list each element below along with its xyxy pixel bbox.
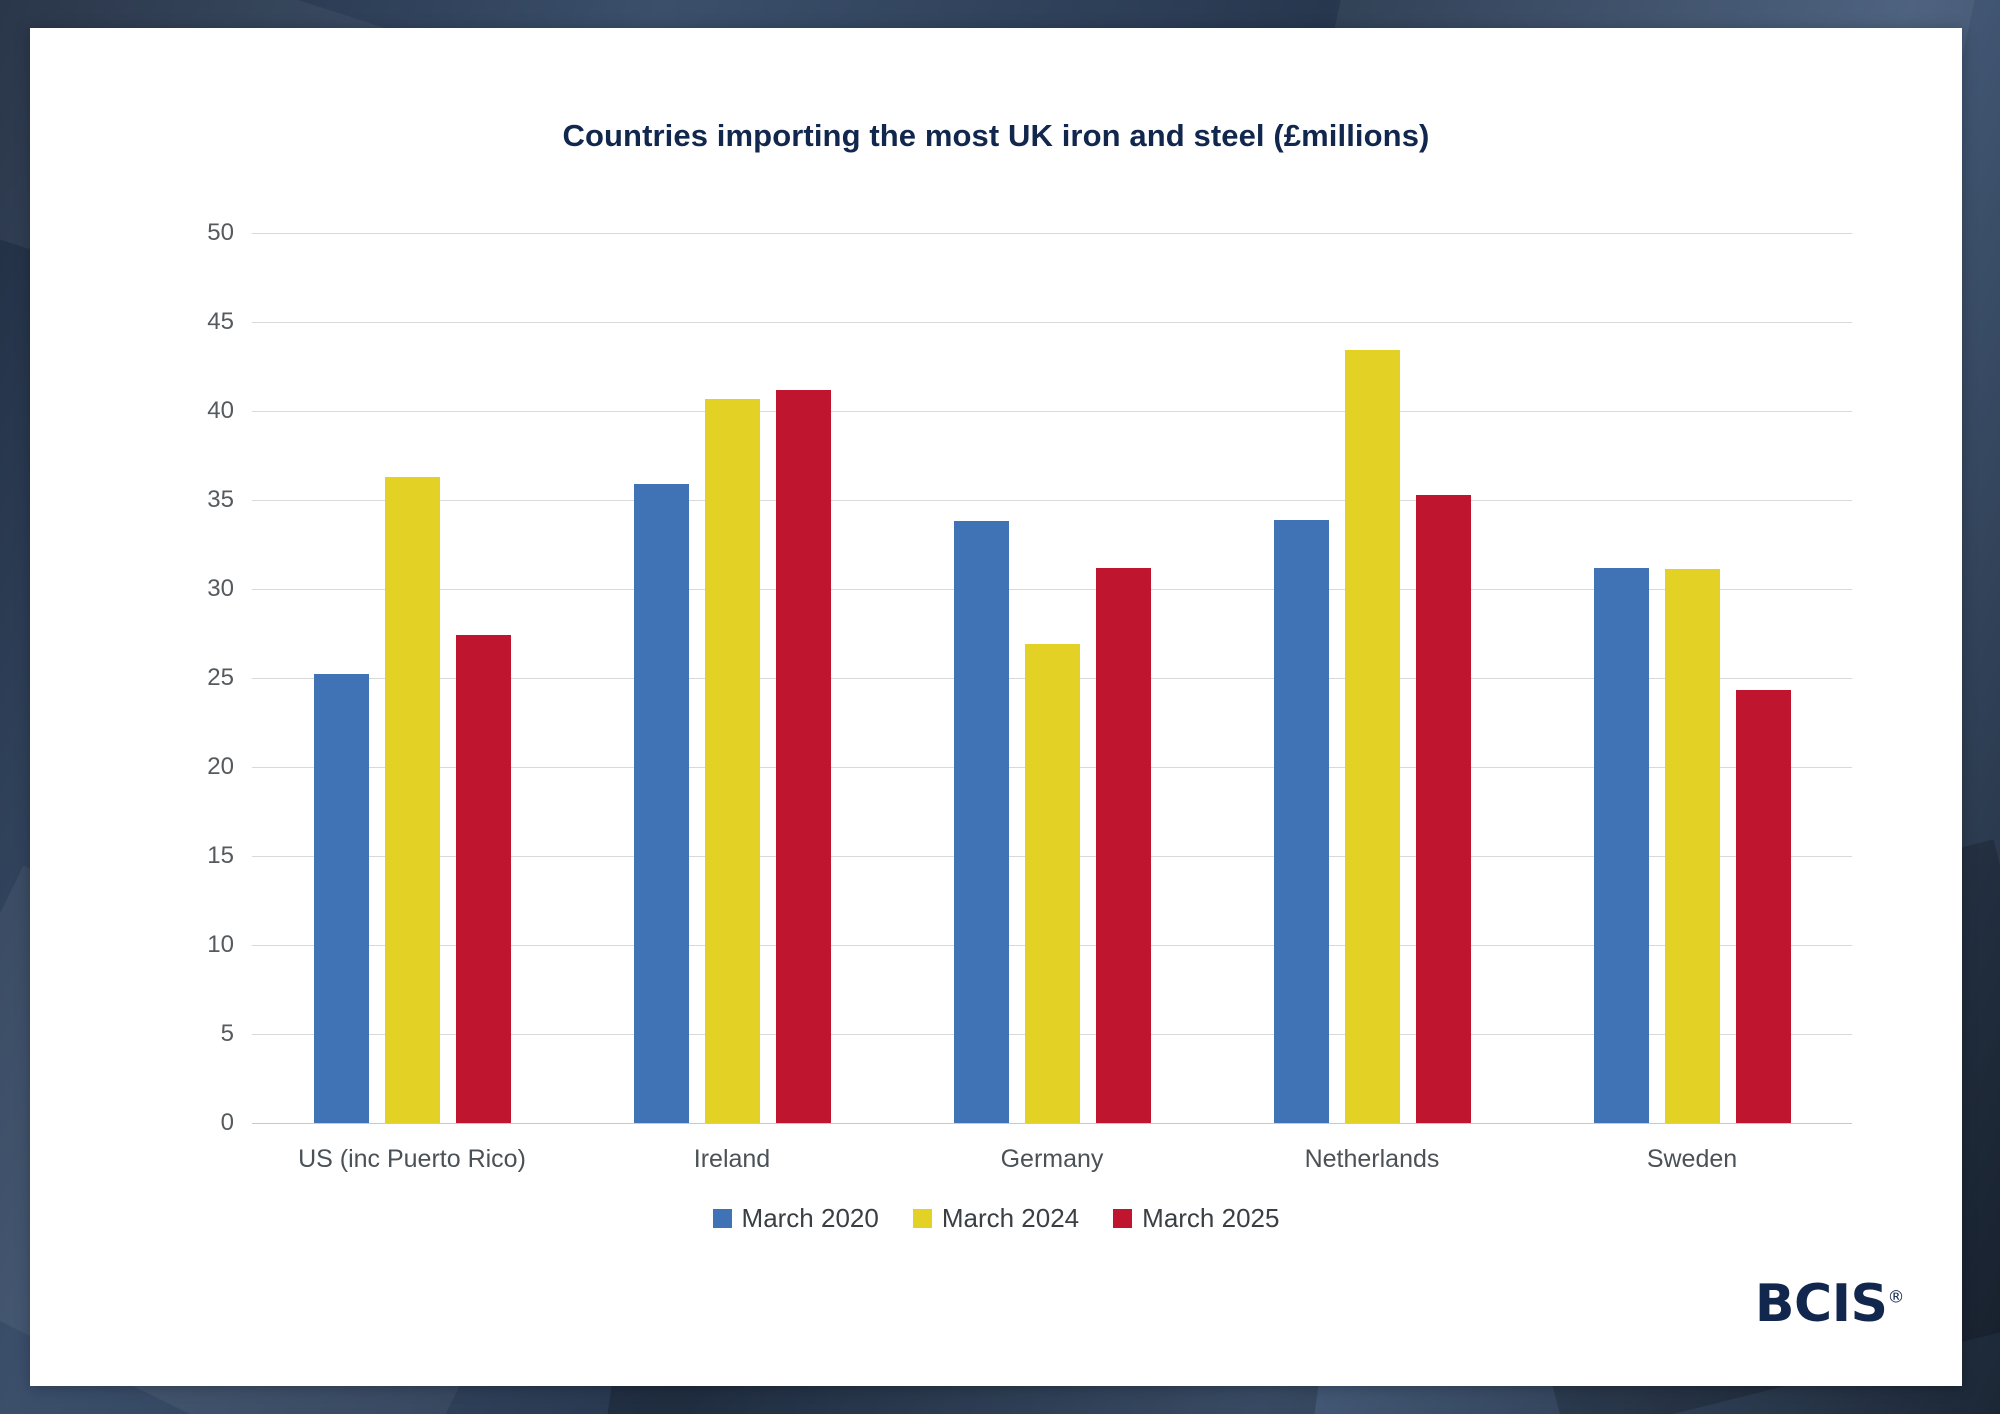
y-axis-tick-label: 0 (220, 1109, 234, 1136)
y-axis-tick-label: 45 (207, 308, 234, 335)
bar (314, 674, 369, 1123)
bar-group (1532, 233, 1852, 1173)
y-axis-tick-label: 20 (207, 753, 234, 780)
x-axis-category-label: Ireland (693, 1145, 771, 1173)
legend-swatch (913, 1209, 932, 1228)
x-axis-category-label: Sweden (1646, 1145, 1738, 1173)
y-axis-tick-label: 40 (207, 397, 234, 424)
bar (1096, 568, 1151, 1123)
x-axis-category-label: Netherlands (1304, 1145, 1440, 1173)
chart-card (30, 28, 1962, 1386)
legend-item[interactable] (1113, 1203, 1279, 1234)
bar (1416, 495, 1471, 1123)
bar-groups (252, 233, 1852, 1173)
y-axis-tick-label: 10 (207, 931, 234, 958)
bar (705, 399, 760, 1123)
legend-item[interactable] (913, 1203, 1079, 1234)
legend-label: March 2025 (1142, 1203, 1280, 1233)
gridline (220, 1109, 1852, 1136)
legend-label: March 2020 (741, 1203, 879, 1233)
bar (776, 390, 831, 1123)
y-axis-tick-label: 5 (220, 1020, 234, 1047)
y-axis-tick-label: 50 (207, 219, 234, 246)
chart-legend (30, 1203, 1962, 1234)
legend-swatch (713, 1209, 732, 1228)
y-axis-tick-label: 15 (207, 842, 234, 869)
bar (1594, 568, 1649, 1123)
bar-group (252, 233, 572, 1173)
x-axis-category-label: Germany (1000, 1145, 1104, 1173)
bar-group (892, 233, 1212, 1173)
bar (1736, 690, 1791, 1123)
plot-area (207, 219, 1852, 1173)
bar-group (572, 233, 892, 1173)
legend-label: March 2024 (941, 1203, 1080, 1233)
bar (634, 484, 689, 1123)
y-axis-tick-label: 25 (207, 664, 234, 691)
bcis-logo (1755, 1274, 1904, 1334)
bar-group (1212, 233, 1532, 1173)
bar (456, 635, 511, 1123)
y-axis-tick-label: 35 (207, 486, 234, 513)
logo-text: BCIS (1754, 1274, 1888, 1334)
bar (1274, 520, 1329, 1123)
bar (1025, 644, 1080, 1123)
legend-item[interactable] (713, 1203, 879, 1234)
bar (954, 521, 1009, 1123)
x-axis-category-label: US (inc Puerto Rico) (298, 1145, 526, 1173)
bar (385, 477, 440, 1123)
logo-trademark: ® (1887, 1287, 1904, 1308)
bar (1345, 350, 1400, 1123)
y-axis-tick-label: 30 (207, 575, 234, 602)
legend-swatch (1113, 1209, 1132, 1228)
chart-title: Countries importing the most UK iron and steel (£millions) (562, 118, 1430, 153)
bar (1665, 569, 1720, 1123)
